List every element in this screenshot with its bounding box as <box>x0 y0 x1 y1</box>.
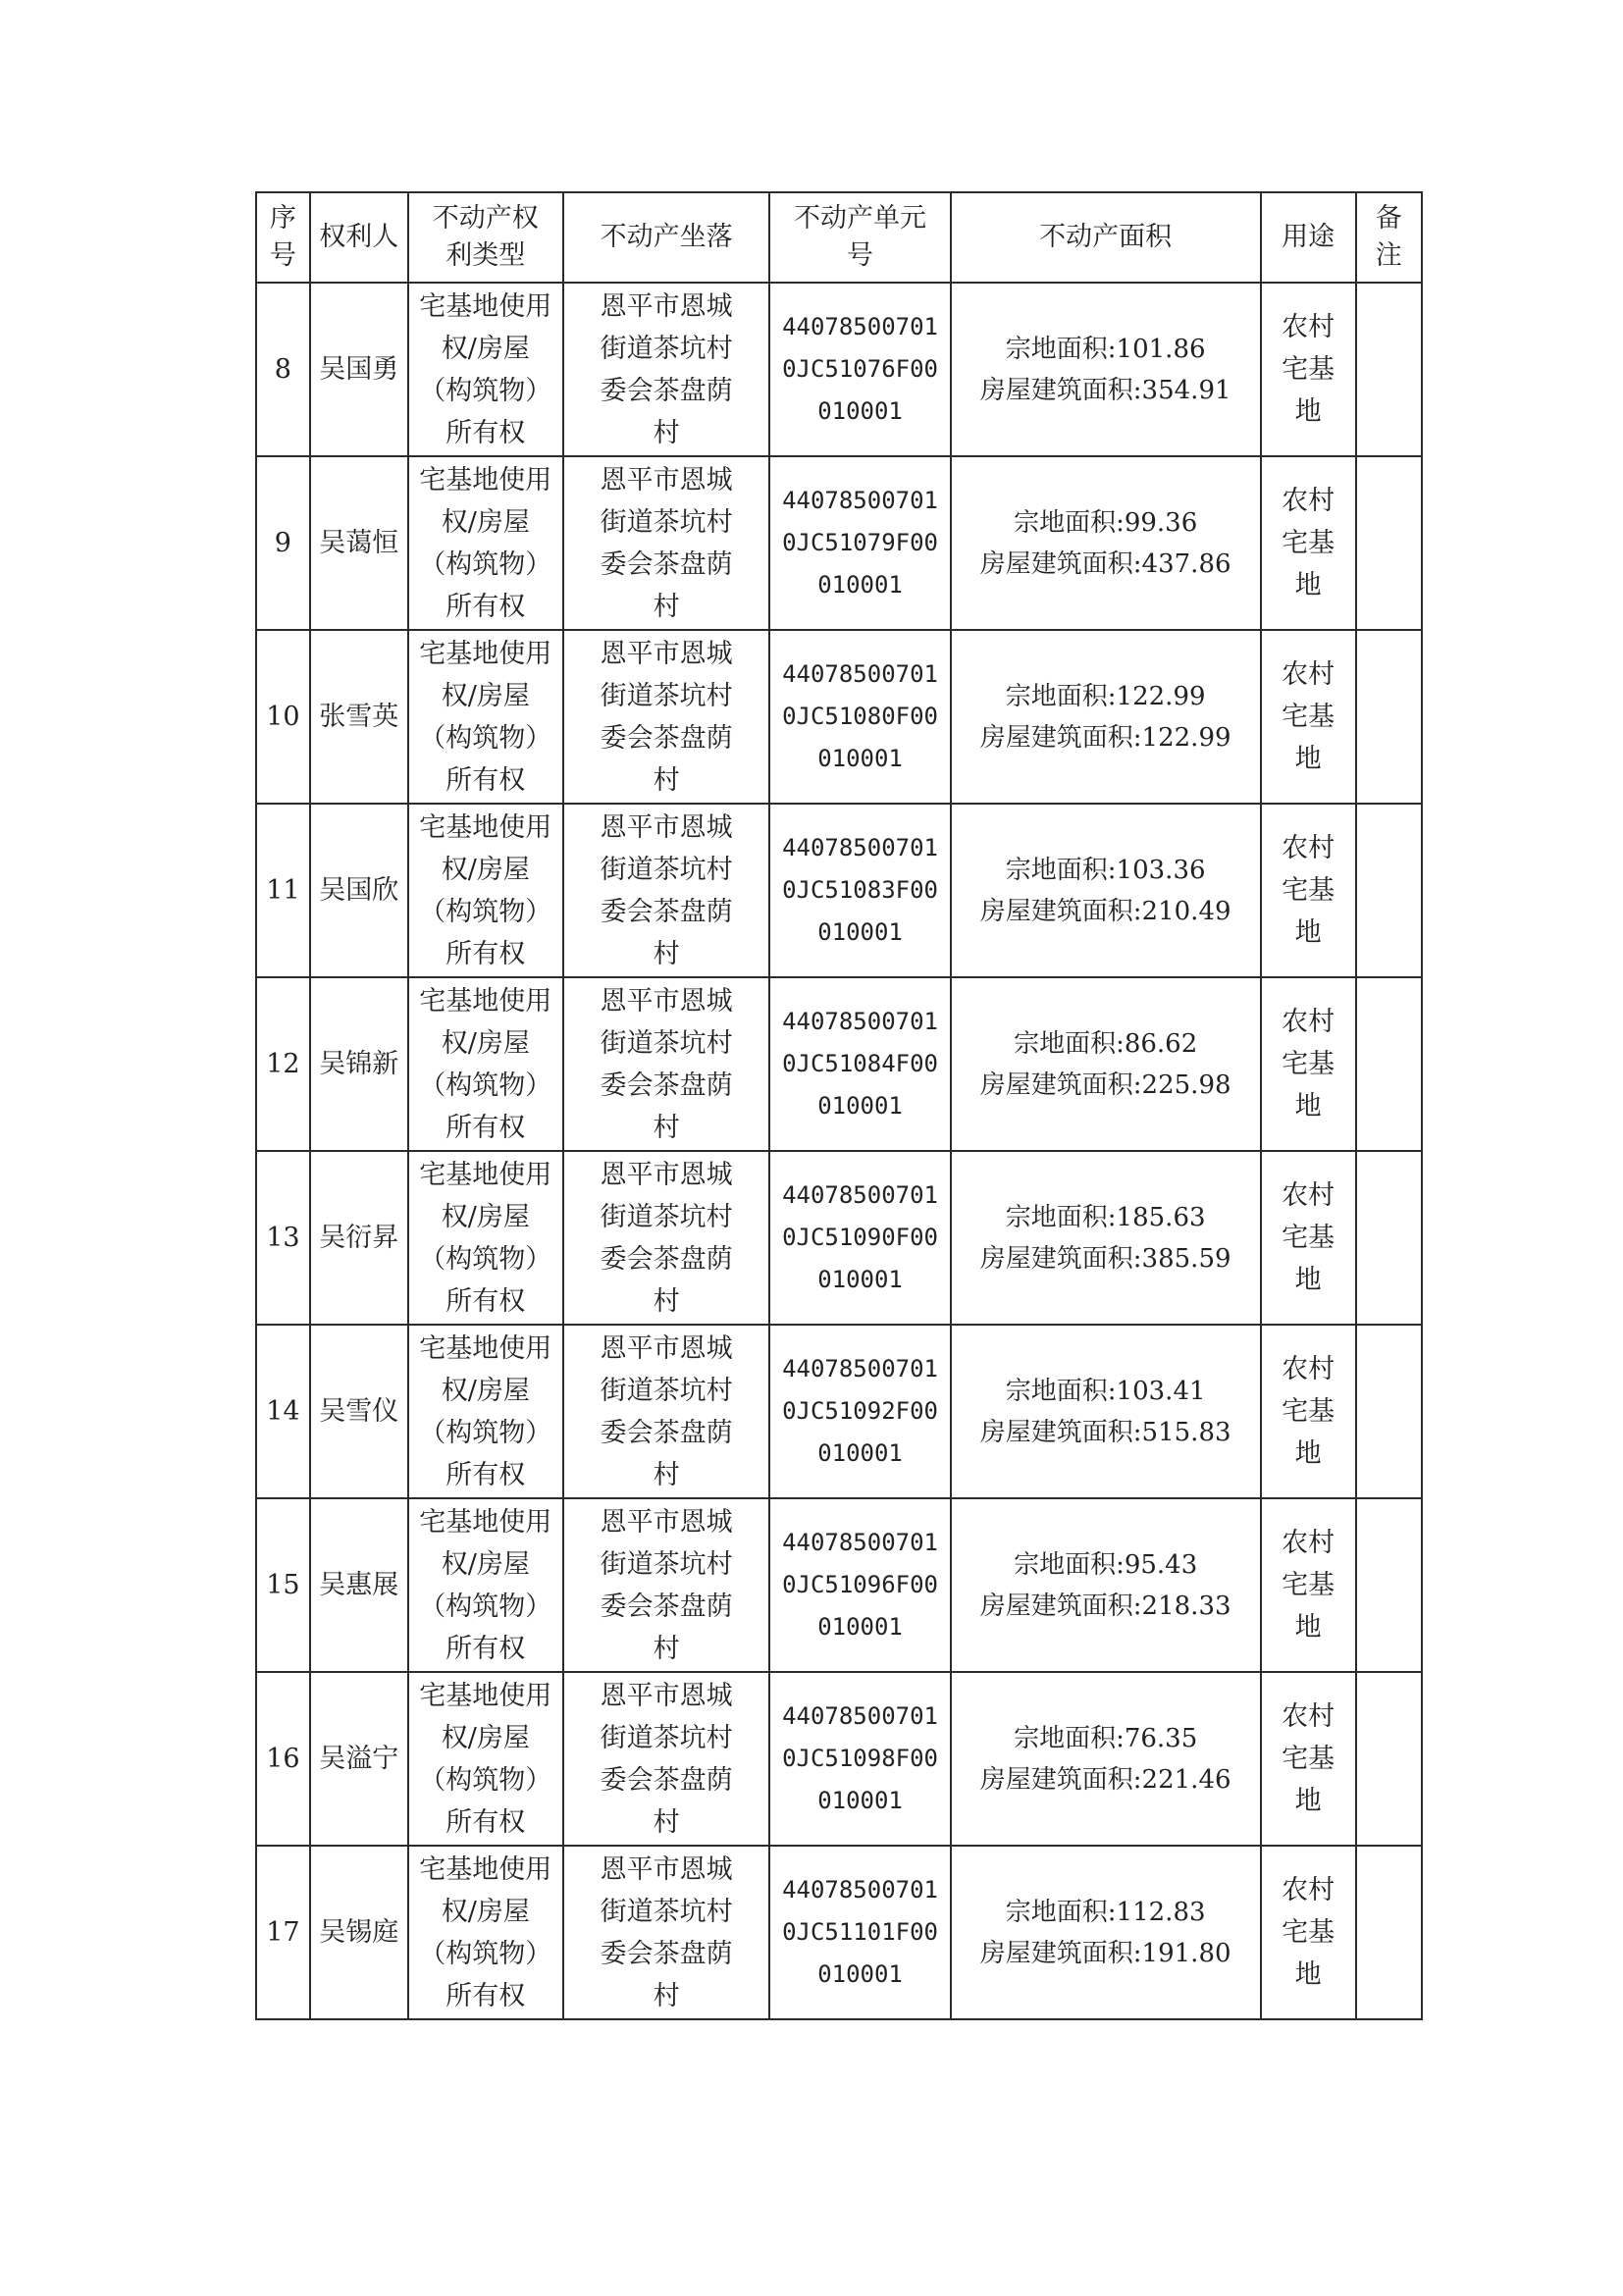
cell-location <box>563 1325 770 1498</box>
cell-note <box>1356 1498 1422 1672</box>
cell-unit-no-text: 440785007010JC51079F00010001 <box>782 487 939 599</box>
building-area-text: 房屋建筑面积:210.49 <box>979 896 1231 926</box>
cell-note <box>1356 1151 1422 1325</box>
cell-unit-no-text: 440785007010JC51076F00010001 <box>782 313 939 425</box>
cell-use <box>1261 804 1356 977</box>
cell-right-type <box>408 977 563 1151</box>
land-area-text: 宗地面积:86.62 <box>1014 1028 1198 1059</box>
cell-note <box>1356 1672 1422 1846</box>
cell-use <box>1261 1672 1356 1846</box>
cell-unit-no-text: 440785007010JC51080F00010001 <box>782 660 939 772</box>
cell-seq: 16 <box>256 1672 310 1846</box>
cell-location <box>563 804 770 977</box>
cell-right-type <box>408 456 563 630</box>
cell-use-text: 农村宅基地 <box>1282 312 1335 427</box>
cell-unit-no-text: 440785007010JC51092F00010001 <box>782 1355 939 1467</box>
building-area-text: 房屋建筑面积:515.83 <box>979 1417 1231 1447</box>
cell-use <box>1261 1846 1356 2019</box>
cell-use-text: 农村宅基地 <box>1282 1701 1335 1816</box>
cell-right-type <box>408 804 563 977</box>
cell-seq: 14 <box>256 1325 310 1498</box>
header-note: 备注 <box>1356 192 1422 283</box>
building-area-text: 房屋建筑面积:122.99 <box>979 722 1231 753</box>
land-area-text: 宗地面积:103.41 <box>1005 1376 1206 1406</box>
building-area-text: 房屋建筑面积:191.80 <box>979 1938 1231 1968</box>
cell-right-type-text: 宅基地使用权/房屋（构筑物）所有权 <box>419 985 552 1143</box>
cell-right-type-text: 宅基地使用权/房屋（构筑物）所有权 <box>419 1680 552 1838</box>
cell-owner: 吴锡庭 <box>310 1846 408 2019</box>
cell-seq: 17 <box>256 1846 310 2019</box>
table-row <box>256 1151 1422 1325</box>
cell-location-text: 恩平市恩城街道茶坑村委会茶盘荫村 <box>600 290 733 448</box>
cell-location <box>563 630 770 804</box>
cell-location-text: 恩平市恩城街道茶坑村委会茶盘荫村 <box>600 1332 733 1490</box>
cell-use <box>1261 283 1356 456</box>
cell-location-text: 恩平市恩城街道茶坑村委会茶盘荫村 <box>600 985 733 1143</box>
table-row <box>256 630 1422 804</box>
cell-note <box>1356 1846 1422 2019</box>
cell-right-type-text: 宅基地使用权/房屋（构筑物）所有权 <box>419 464 552 622</box>
cell-location-text: 恩平市恩城街道茶坑村委会茶盘荫村 <box>600 1506 733 1664</box>
cell-right-type-text: 宅基地使用权/房屋（构筑物）所有权 <box>419 638 552 796</box>
cell-area <box>951 1846 1261 2019</box>
header-area: 不动产面积 <box>951 192 1261 283</box>
cell-right-type-text: 宅基地使用权/房屋（构筑物）所有权 <box>419 290 552 448</box>
cell-right-type <box>408 1846 563 2019</box>
cell-location <box>563 1846 770 2019</box>
cell-unit-no <box>769 977 950 1151</box>
cell-seq: 12 <box>256 977 310 1151</box>
cell-area <box>951 804 1261 977</box>
cell-note <box>1356 804 1422 977</box>
cell-unit-no-text: 440785007010JC51098F00010001 <box>782 1702 939 1814</box>
header-seq: 序号 <box>256 192 310 283</box>
cell-owner: 吴溢宁 <box>310 1672 408 1846</box>
cell-seq: 15 <box>256 1498 310 1672</box>
cell-right-type <box>408 1498 563 1672</box>
header-owner: 权利人 <box>310 192 408 283</box>
cell-seq: 9 <box>256 456 310 630</box>
cell-unit-no <box>769 630 950 804</box>
cell-use <box>1261 977 1356 1151</box>
cell-owner: 吴雪仪 <box>310 1325 408 1498</box>
cell-owner: 吴惠展 <box>310 1498 408 1672</box>
property-registry-table <box>255 191 1423 2020</box>
cell-owner: 吴蔼恒 <box>310 456 408 630</box>
cell-area <box>951 1325 1261 1498</box>
land-area-text: 宗地面积:95.43 <box>1014 1549 1198 1580</box>
cell-use-text: 农村宅基地 <box>1282 486 1335 600</box>
cell-use-text: 农村宅基地 <box>1282 659 1335 774</box>
cell-use-text: 农村宅基地 <box>1282 1007 1335 1122</box>
cell-seq: 11 <box>256 804 310 977</box>
cell-note <box>1356 977 1422 1151</box>
cell-seq: 8 <box>256 283 310 456</box>
cell-area <box>951 283 1261 456</box>
cell-location-text: 恩平市恩城街道茶坑村委会茶盘荫村 <box>600 638 733 796</box>
cell-right-type <box>408 1672 563 1846</box>
cell-unit-no-text: 440785007010JC51083F00010001 <box>782 834 939 946</box>
cell-note <box>1356 456 1422 630</box>
cell-area <box>951 630 1261 804</box>
table-row <box>256 1846 1422 2019</box>
cell-unit-no <box>769 1672 950 1846</box>
cell-location-text: 恩平市恩城街道茶坑村委会茶盘荫村 <box>600 1159 733 1317</box>
table-row <box>256 804 1422 977</box>
cell-location <box>563 1672 770 1846</box>
cell-area <box>951 1151 1261 1325</box>
cell-use <box>1261 630 1356 804</box>
cell-seq: 13 <box>256 1151 310 1325</box>
cell-location <box>563 1151 770 1325</box>
cell-unit-no-text: 440785007010JC51096F00010001 <box>782 1529 939 1641</box>
header-right-type: 不动产权利类型 <box>408 192 563 283</box>
cell-use-text: 农村宅基地 <box>1282 1528 1335 1643</box>
cell-right-type <box>408 630 563 804</box>
cell-location-text: 恩平市恩城街道茶坑村委会茶盘荫村 <box>600 1853 733 2011</box>
land-area-text: 宗地面积:112.83 <box>1005 1897 1206 1927</box>
cell-area <box>951 1498 1261 1672</box>
cell-unit-no <box>769 283 950 456</box>
land-area-text: 宗地面积:103.36 <box>1005 855 1206 885</box>
cell-use-text: 农村宅基地 <box>1282 1875 1335 1990</box>
cell-use <box>1261 1325 1356 1498</box>
land-area-text: 宗地面积:99.36 <box>1014 507 1198 538</box>
cell-unit-no-text: 440785007010JC51090F00010001 <box>782 1181 939 1293</box>
header-unit-no: 不动产单元号 <box>769 192 950 283</box>
table-row <box>256 1498 1422 1672</box>
cell-unit-no-text: 440785007010JC51101F00010001 <box>782 1876 939 1988</box>
table-row <box>256 1325 1422 1498</box>
cell-location-text: 恩平市恩城街道茶坑村委会茶盘荫村 <box>600 811 733 969</box>
cell-note <box>1356 283 1422 456</box>
header-use: 用途 <box>1261 192 1356 283</box>
cell-right-type-text: 宅基地使用权/房屋（构筑物）所有权 <box>419 1506 552 1664</box>
cell-location <box>563 456 770 630</box>
cell-location-text: 恩平市恩城街道茶坑村委会茶盘荫村 <box>600 1680 733 1838</box>
header-location: 不动产坐落 <box>563 192 770 283</box>
cell-use <box>1261 1151 1356 1325</box>
cell-right-type-text: 宅基地使用权/房屋（构筑物）所有权 <box>419 811 552 969</box>
cell-owner: 吴衍昇 <box>310 1151 408 1325</box>
cell-note <box>1356 630 1422 804</box>
cell-use-text: 农村宅基地 <box>1282 1354 1335 1469</box>
land-area-text: 宗地面积:76.35 <box>1014 1723 1198 1753</box>
building-area-text: 房屋建筑面积:354.91 <box>979 375 1231 405</box>
cell-right-type-text: 宅基地使用权/房屋（构筑物）所有权 <box>419 1332 552 1490</box>
cell-use-text: 农村宅基地 <box>1282 833 1335 948</box>
table-row <box>256 283 1422 456</box>
cell-seq: 10 <box>256 630 310 804</box>
cell-location <box>563 283 770 456</box>
cell-right-type <box>408 1151 563 1325</box>
cell-right-type <box>408 1325 563 1498</box>
cell-use <box>1261 456 1356 630</box>
cell-unit-no <box>769 1325 950 1498</box>
cell-owner: 吴国勇 <box>310 283 408 456</box>
cell-right-type <box>408 283 563 456</box>
table-row <box>256 977 1422 1151</box>
cell-note <box>1356 1325 1422 1498</box>
cell-use <box>1261 1498 1356 1672</box>
table-row <box>256 456 1422 630</box>
cell-location <box>563 1498 770 1672</box>
cell-unit-no-text: 440785007010JC51084F00010001 <box>782 1008 939 1120</box>
building-area-text: 房屋建筑面积:218.33 <box>979 1591 1231 1621</box>
land-area-text: 宗地面积:101.86 <box>1005 334 1206 364</box>
building-area-text: 房屋建筑面积:385.59 <box>979 1243 1231 1274</box>
cell-unit-no <box>769 1151 950 1325</box>
land-area-text: 宗地面积:122.99 <box>1005 681 1206 711</box>
cell-area <box>951 977 1261 1151</box>
cell-location-text: 恩平市恩城街道茶坑村委会茶盘荫村 <box>600 464 733 622</box>
cell-location <box>563 977 770 1151</box>
cell-right-type-text: 宅基地使用权/房屋（构筑物）所有权 <box>419 1159 552 1317</box>
cell-unit-no <box>769 456 950 630</box>
cell-owner: 吴国欣 <box>310 804 408 977</box>
cell-unit-no <box>769 804 950 977</box>
land-area-text: 宗地面积:185.63 <box>1005 1202 1206 1232</box>
building-area-text: 房屋建筑面积:221.46 <box>979 1764 1231 1795</box>
cell-unit-no <box>769 1498 950 1672</box>
cell-use-text: 农村宅基地 <box>1282 1180 1335 1295</box>
cell-right-type-text: 宅基地使用权/房屋（构筑物）所有权 <box>419 1853 552 2011</box>
cell-area <box>951 456 1261 630</box>
cell-owner: 吴锦新 <box>310 977 408 1151</box>
cell-area <box>951 1672 1261 1846</box>
building-area-text: 房屋建筑面积:225.98 <box>979 1070 1231 1100</box>
cell-owner: 张雪英 <box>310 630 408 804</box>
building-area-text: 房屋建筑面积:437.86 <box>979 548 1231 579</box>
table-body <box>256 283 1422 2019</box>
table-row <box>256 1672 1422 1846</box>
table-header-row <box>256 192 1422 283</box>
cell-unit-no <box>769 1846 950 2019</box>
